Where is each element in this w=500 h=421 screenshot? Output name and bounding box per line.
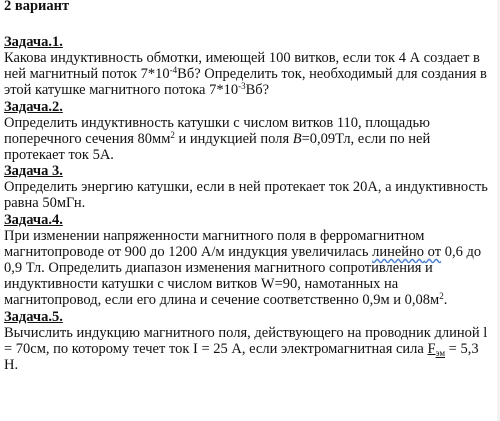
task-1-text-part-2: Вб? Определить ток, необходимый для создания в этой катушке магнитного потока 7*10	[4, 66, 487, 99]
task-2-text	[4, 115, 494, 164]
spacer	[4, 16, 494, 34]
task-2-variable-b: B	[292, 130, 302, 147]
task-5-force-subscript: эм	[435, 347, 446, 358]
task-4-text-part-4: .	[443, 292, 448, 309]
task-3-text: Определить энергию катушки, если в ней протекает ток 20А, а индуктивность равна 50мГн.	[4, 179, 488, 212]
task-5-force-symbol: F	[427, 340, 436, 357]
variant-title: 2 вариант	[4, 0, 70, 14]
task-1-text	[4, 50, 494, 99]
task-1-exponent-1: -4	[169, 65, 178, 76]
task-4-text-part-2: от	[424, 243, 442, 260]
task-5-heading: Задача.5.	[4, 308, 63, 325]
task-4-text	[4, 228, 494, 309]
task-2-text-part-1: Определить индуктивность катушки с числом витков 110, площадью поперечного сечения 80мм	[4, 114, 430, 147]
spellcheck-underlined-word: линейно	[372, 243, 425, 260]
task-4	[4, 212, 494, 309]
task-4-exponent: 2	[439, 291, 444, 302]
task-5-text-part-1: Вычислить индукцию магнитного поля, действующего на проводник длиной l = 70см, по которому течет ток I = 25 А, если электромагнитная сила	[4, 324, 488, 357]
task-2	[4, 99, 494, 164]
task-4-text-part-3: 0,6 до 0,9 Тл. Определить диапазон изменения магнитного сопротивления и индуктивности катушки с числом витков W=90, намотанных на магнитопровод, если его длина и сечение соответственно 0,9м и 0,08м	[4, 243, 482, 309]
task-2-text-part-3: =0,09Тл, если по ней протекает ток 5А.	[4, 130, 431, 164]
task-5-text-part-2: = 5,3 Н.	[4, 340, 479, 374]
task-2-text-part-2: и индукцией поля	[174, 130, 293, 147]
task-2-exponent: 2	[170, 129, 175, 140]
task-4-text-part-1: При изменении напряженности магнитного поля в ферромагнитном магнитопроводе от 900 до 1200 А/м индукция увеличилась	[4, 227, 425, 260]
task-2-heading: Задача.2.	[4, 98, 63, 115]
task-3	[4, 163, 494, 211]
task-1-text-part-3: Вб?	[245, 82, 270, 99]
task-1-heading: Задача.1.	[4, 34, 63, 50]
task-5	[4, 309, 494, 374]
task-3-heading: Задача 3.	[4, 163, 63, 180]
task-1	[4, 34, 494, 99]
task-1-exponent-2: -3	[238, 81, 246, 92]
task-5-text	[4, 325, 494, 374]
task-4-heading: Задача.4.	[4, 211, 63, 228]
task-1-text-part-1: Какова индуктивность обмотки, имеющей 100 витков, если ток 4 А создает в ней магнитный поток 7*10	[4, 50, 480, 83]
